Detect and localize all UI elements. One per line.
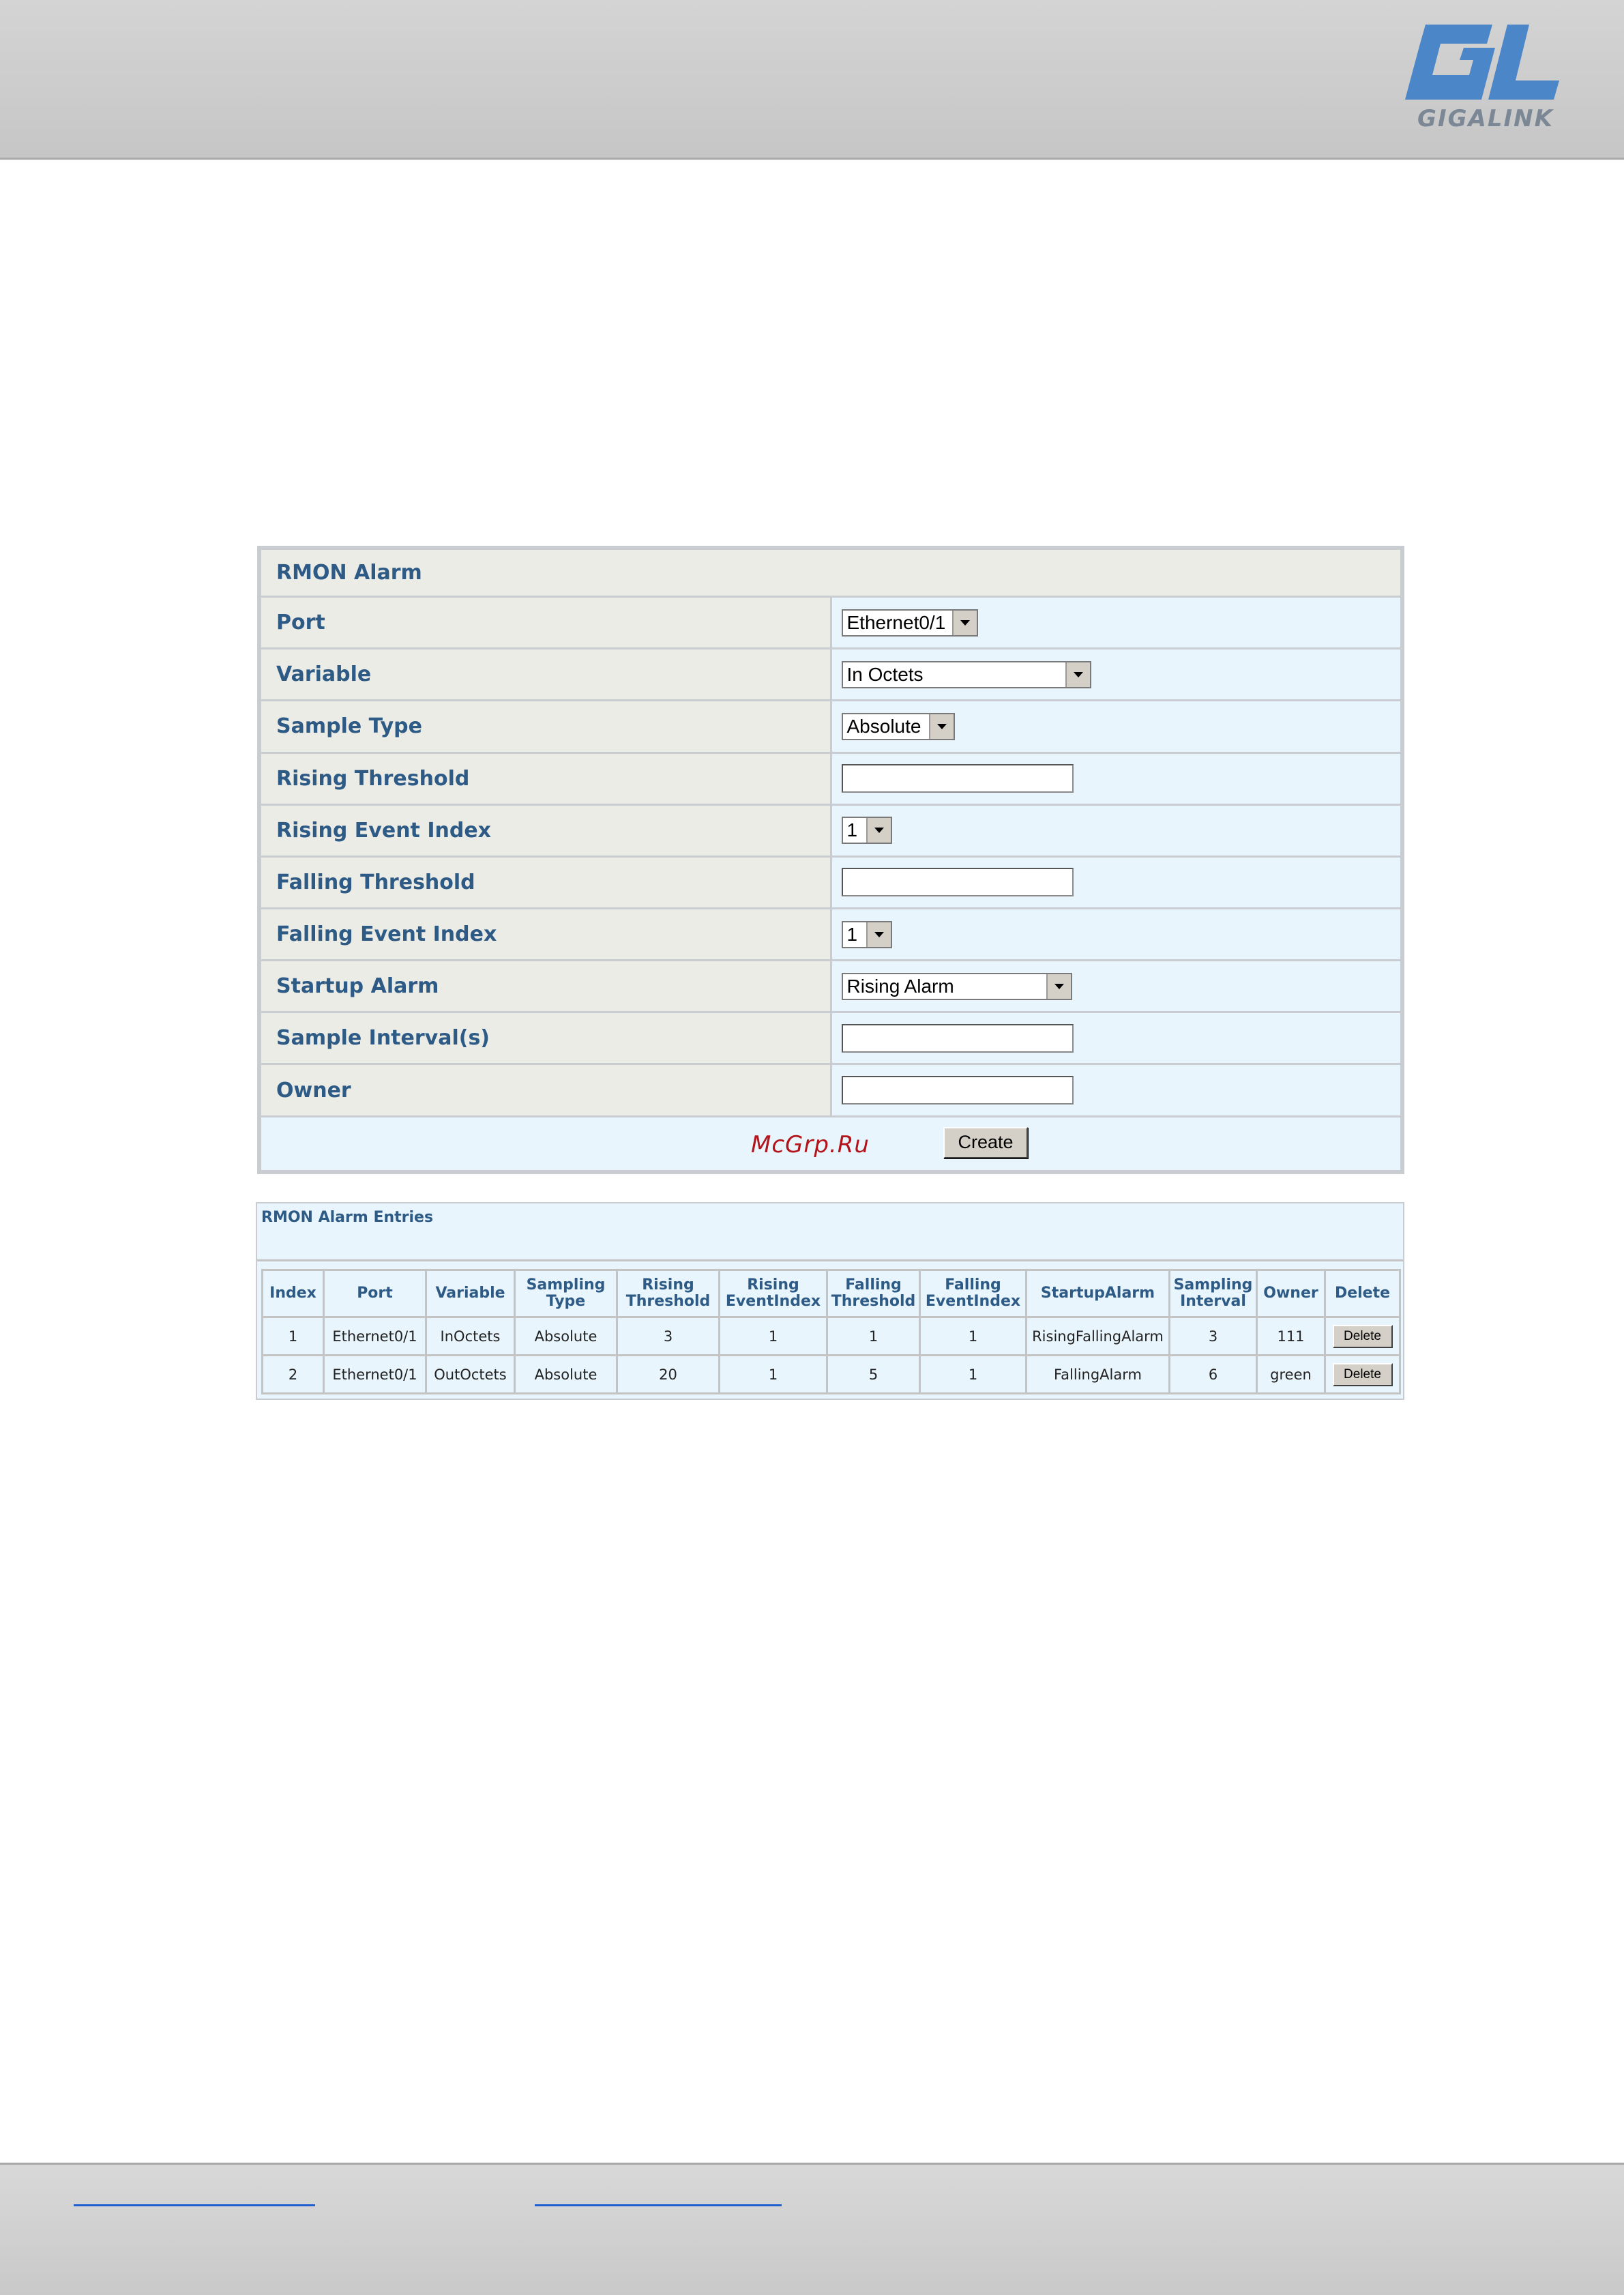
chevron-down-icon[interactable] [866, 818, 891, 843]
column-header: Delete [1325, 1270, 1400, 1317]
falling-event-index-label: Falling Event Index [261, 909, 831, 961]
gigalink-logo [1405, 25, 1566, 131]
sample-type-select[interactable] [842, 713, 955, 740]
rising-threshold-input[interactable] [842, 764, 1074, 793]
column-header: Rising Threshold [617, 1270, 720, 1317]
cell-sampling-interval: 6 [1170, 1356, 1257, 1394]
table-row [263, 1317, 1400, 1356]
cell-sampling-type: Absolute [515, 1317, 617, 1356]
cell-falling-threshold: 1 [827, 1317, 920, 1356]
cell-rising-event-index: 1 [720, 1317, 827, 1356]
falling-event-index-select[interactable] [842, 921, 892, 948]
entries-header-row [263, 1270, 1400, 1317]
footer-link-underline[interactable] [535, 2204, 782, 2206]
delete-button[interactable]: Delete [1333, 1363, 1393, 1386]
cell-startup-alarm: RisingFallingAlarm [1027, 1317, 1170, 1356]
cell-port: Ethernet0/1 [324, 1356, 426, 1394]
column-header: Falling EventIndex [920, 1270, 1027, 1317]
sample-interval-input[interactable] [842, 1024, 1074, 1053]
cell-sampling-interval: 3 [1170, 1317, 1257, 1356]
cell-index: 1 [263, 1317, 324, 1356]
rising-event-index-select[interactable] [842, 817, 892, 844]
column-header: Falling Threshold [827, 1270, 920, 1317]
falling-event-index-value: 1 [846, 923, 858, 945]
port-select-value: Ethernet0/1 [846, 611, 946, 633]
rising-event-index-value: 1 [846, 819, 858, 841]
cell-sampling-type: Absolute [515, 1356, 617, 1394]
startup-alarm-select[interactable] [842, 973, 1072, 1000]
chevron-down-icon[interactable] [1065, 662, 1090, 687]
entries-table [261, 1269, 1401, 1394]
cell-delete [1325, 1356, 1400, 1394]
rising-threshold-label: Rising Threshold [261, 752, 831, 804]
cell-rising-event-index: 1 [720, 1356, 827, 1394]
rmon-alarm-entries-panel [256, 1202, 1404, 1400]
chevron-down-icon[interactable] [866, 922, 891, 947]
chevron-down-icon[interactable] [952, 611, 977, 635]
owner-input[interactable] [842, 1076, 1074, 1105]
sample-interval-label: Sample Interval(s) [261, 1012, 831, 1064]
footer-link-underline[interactable] [74, 2204, 315, 2206]
cell-variable: InOctets [426, 1317, 515, 1356]
form-actions [261, 1116, 1402, 1171]
chevron-down-icon[interactable] [1046, 974, 1071, 999]
divider [257, 1259, 1403, 1261]
column-header: Rising EventIndex [720, 1270, 827, 1317]
sample-type-label: Sample Type [261, 701, 831, 752]
entries-title: RMON Alarm Entries [261, 1209, 434, 1226]
form-title: RMON Alarm [261, 549, 1402, 597]
create-button[interactable]: Create [943, 1127, 1028, 1158]
delete-button[interactable]: Delete [1333, 1325, 1393, 1348]
startup-alarm-label: Startup Alarm [261, 961, 831, 1012]
page-header [0, 0, 1624, 160]
logo-wordmark: GIGALINK [1417, 105, 1554, 132]
cell-variable: OutOctets [426, 1356, 515, 1394]
column-header: Sampling Type [515, 1270, 617, 1317]
port-select[interactable] [842, 609, 978, 637]
sample-type-select-value: Absolute [846, 715, 921, 737]
port-label: Port [261, 597, 831, 649]
cell-rising-threshold: 3 [617, 1317, 720, 1356]
cell-owner: green [1257, 1356, 1325, 1394]
variable-label: Variable [261, 649, 831, 701]
cell-falling-event-index: 1 [920, 1356, 1027, 1394]
table-row [263, 1356, 1400, 1394]
column-header: Port [324, 1270, 426, 1317]
watermark-text: McGrp.Ru [751, 1130, 870, 1158]
column-header: Sampling Interval [1170, 1270, 1257, 1317]
page-footer [0, 2163, 1624, 2295]
gl-logo-icon [1405, 25, 1566, 106]
owner-label: Owner [261, 1064, 831, 1116]
cell-startup-alarm: FallingAlarm [1027, 1356, 1170, 1394]
column-header: StartupAlarm [1027, 1270, 1170, 1317]
chevron-down-icon[interactable] [929, 714, 954, 739]
variable-select[interactable] [842, 661, 1091, 688]
startup-alarm-select-value: Rising Alarm [846, 975, 954, 997]
cell-rising-threshold: 20 [617, 1356, 720, 1394]
rmon-alarm-form [257, 546, 1404, 1174]
cell-falling-event-index: 1 [920, 1317, 1027, 1356]
falling-threshold-input[interactable] [842, 868, 1074, 896]
rising-event-index-label: Rising Event Index [261, 804, 831, 856]
column-header: Owner [1257, 1270, 1325, 1317]
cell-index: 2 [263, 1356, 324, 1394]
cell-delete [1325, 1317, 1400, 1356]
cell-port: Ethernet0/1 [324, 1317, 426, 1356]
column-header: Variable [426, 1270, 515, 1317]
cell-falling-threshold: 5 [827, 1356, 920, 1394]
falling-threshold-label: Falling Threshold [261, 856, 831, 908]
cell-owner: 111 [1257, 1317, 1325, 1356]
variable-select-value: In Octets [846, 663, 924, 685]
column-header: Index [263, 1270, 324, 1317]
